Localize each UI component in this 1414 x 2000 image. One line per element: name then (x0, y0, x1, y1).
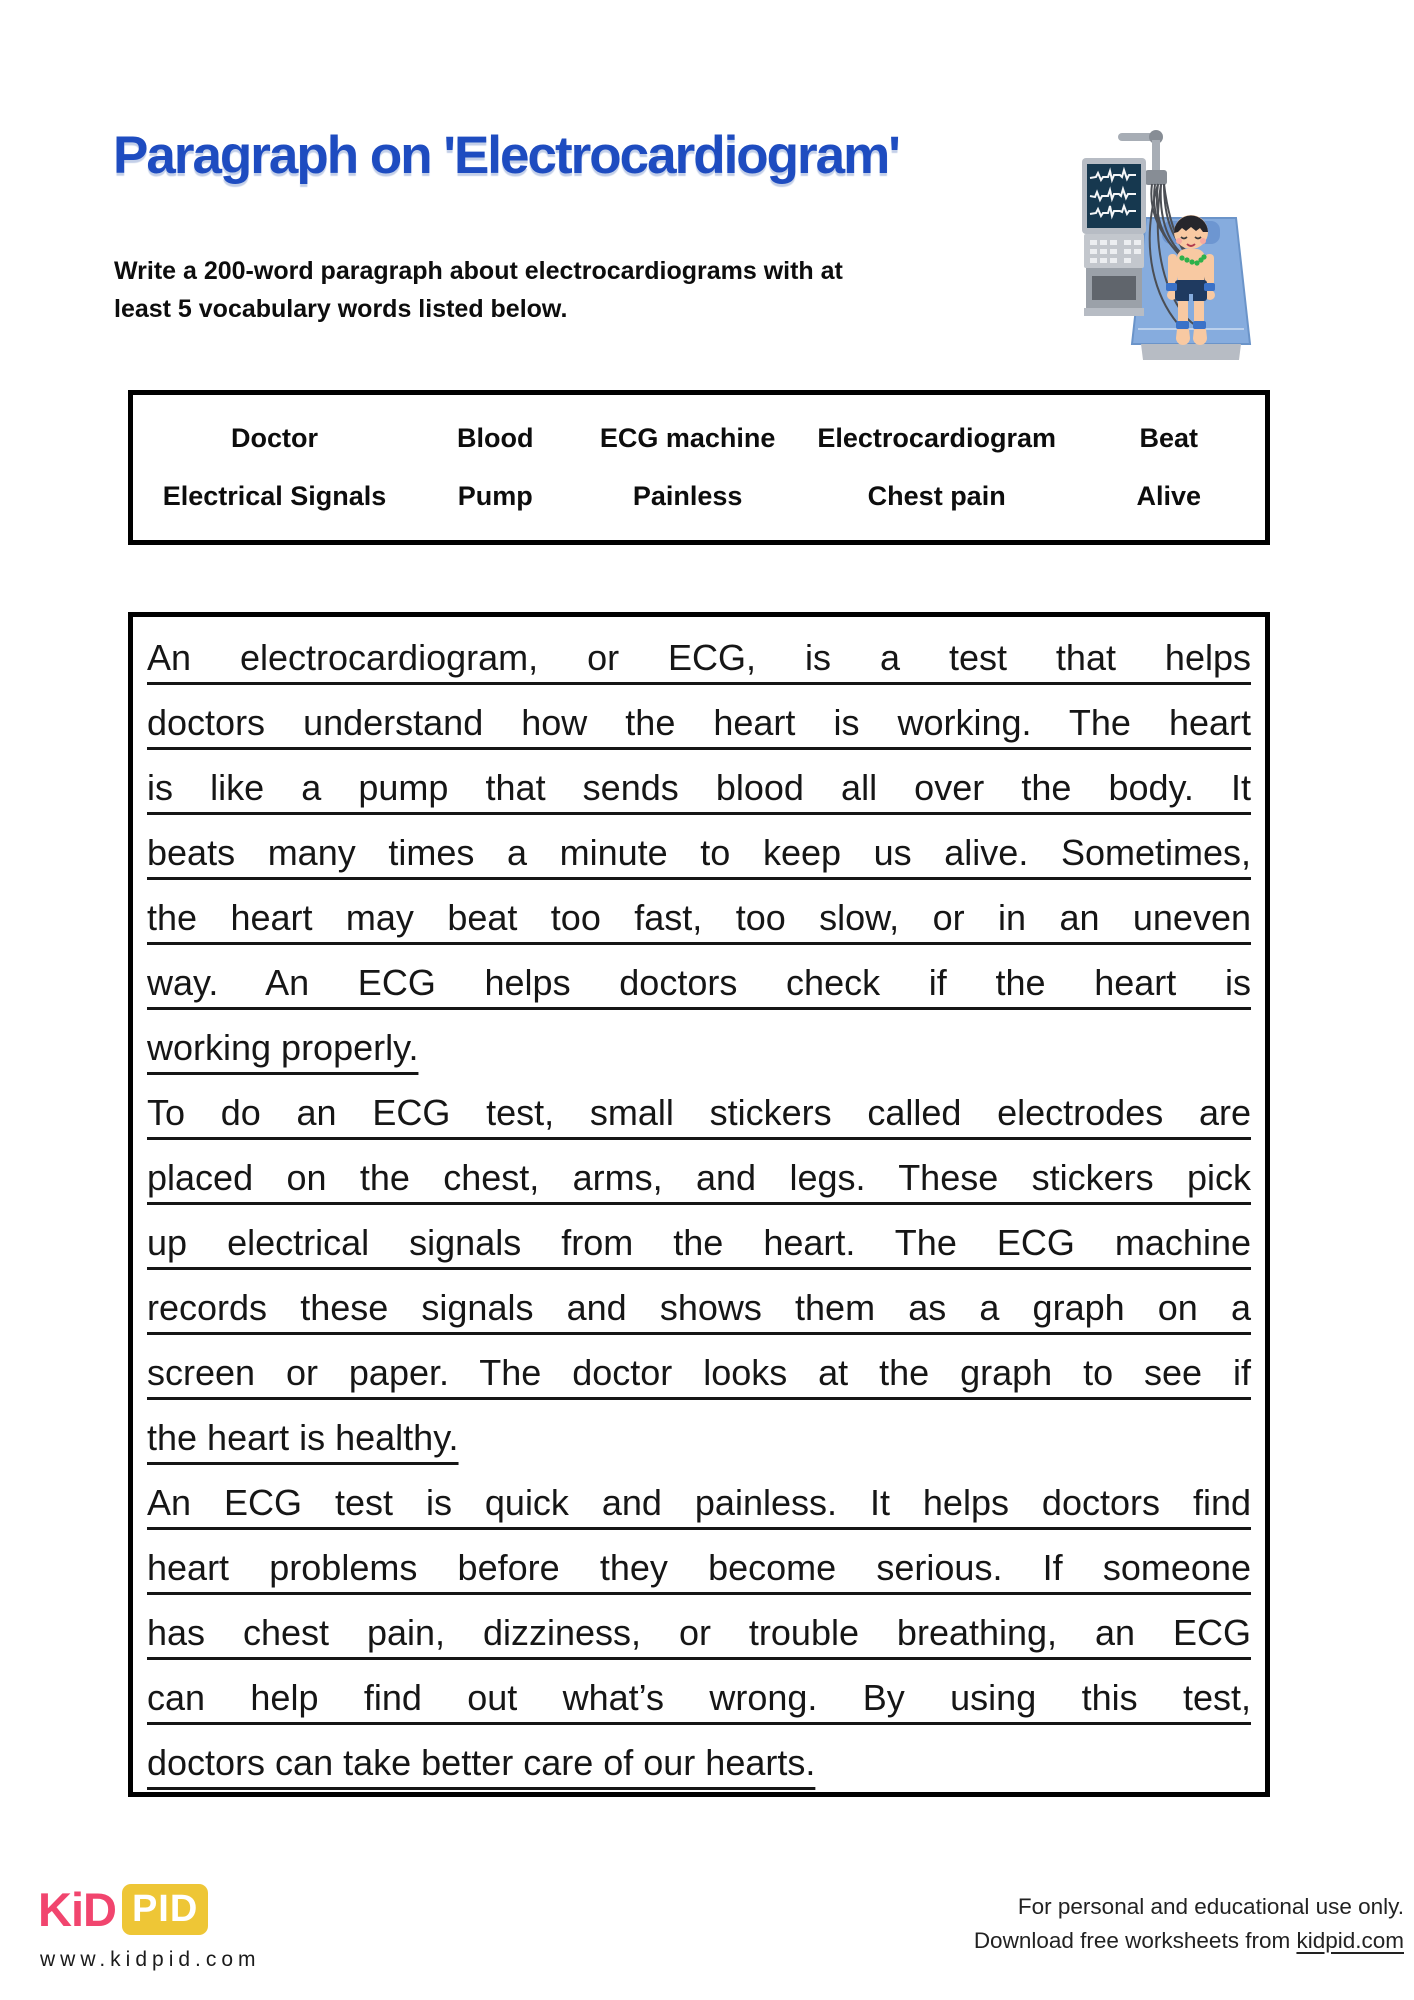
vocab-word: Blood (456, 422, 534, 453)
vocab-word: Electrical Signals (162, 481, 387, 512)
paragraph-line: the heart may beat too fast, too slow, or in an uneven (147, 897, 1251, 938)
footer-note-line-2: Download free worksheets from kidpid.com (973, 1928, 1404, 1953)
paragraph-line: To do an ECG test, small stickers called electrodes are (147, 1092, 1251, 1133)
logo-kid-text: KiD (38, 1883, 116, 1936)
vocabulary-row-2 (133, 481, 1265, 512)
paragraph-line: has chest pain, dizziness, or trouble breathing, an ECG (147, 1612, 1251, 1653)
kidpid-link[interactable]: kidpid.com (1296, 1928, 1404, 1953)
vocab-word: Alive (1136, 481, 1202, 512)
paragraph-line: way. An ECG helps doctors check if the heart is (147, 962, 1251, 1003)
ecg-illustration (1078, 118, 1294, 376)
logo-website: www.kidpid.com (40, 1948, 261, 1971)
vocab-word: ECG machine (599, 422, 776, 453)
vocab-word: Painless (632, 481, 743, 512)
ankle-cuff-left (1176, 321, 1189, 329)
vocab-word: Beat (1139, 422, 1199, 453)
logo-pid-badge: PID (122, 1884, 208, 1935)
paragraph-line: An ECG test is quick and painless. It helps doctors find (147, 1482, 1251, 1523)
vocabulary-box (128, 390, 1270, 545)
paragraph-line: doctors can take better care of our hearts. (147, 1742, 816, 1783)
wrist-cuff-left (1166, 283, 1177, 291)
paragraph-line: An electrocardiogram, or ECG, is a test that helps (147, 637, 1251, 678)
page-title: Paragraph on 'Electrocardiogram' (113, 126, 899, 185)
paragraph-line: up electrical signals from the heart. The ECG machine (147, 1222, 1251, 1263)
paragraph-line: working properly. (147, 1027, 419, 1068)
subtitle-line-2: least 5 vocabulary words listed below. (114, 295, 568, 323)
paragraph-line: screen or paper. The doctor looks at the graph to see if (147, 1352, 1251, 1393)
paragraph-line: doctors understand how the heart is working. The heart (147, 702, 1251, 743)
paragraph-line: records these signals and shows them as a graph on a (147, 1287, 1251, 1328)
ankle-cuff-right (1193, 321, 1206, 329)
vocab-word: Chest pain (867, 481, 1006, 512)
paragraph-line: heart problems before they become serious. If someone (147, 1547, 1251, 1588)
wrist-cuff-right (1204, 283, 1215, 291)
page-subtitle (114, 252, 874, 328)
paragraph-lines (147, 625, 1251, 1795)
vocabulary-row-1 (133, 423, 1265, 454)
footer-note-line-1: For personal and educational use only. (1017, 1894, 1404, 1919)
bed-base (1141, 344, 1241, 360)
paragraph-box (128, 612, 1270, 1797)
paragraph-line: beats many times a minute to keep us alive. Sometimes, (147, 832, 1251, 873)
paragraph-line: can help find out what’s wrong. By using this test, (147, 1677, 1251, 1718)
subtitle-line-1: Write a 200-word paragraph about electrocardiograms with at (114, 257, 843, 285)
vocab-word: Doctor (231, 422, 318, 453)
vocab-word: Electrocardiogram (817, 422, 1056, 453)
paragraph-line: placed on the chest, arms, and legs. These stickers pick (147, 1157, 1251, 1198)
footer-note (974, 1890, 1404, 1958)
vocab-word: Pump (457, 481, 533, 512)
paragraph-line: the heart is healthy. (147, 1417, 459, 1458)
paragraph-line: is like a pump that sends blood all over the body. It (147, 767, 1251, 808)
kidpid-logo (38, 1884, 208, 1935)
